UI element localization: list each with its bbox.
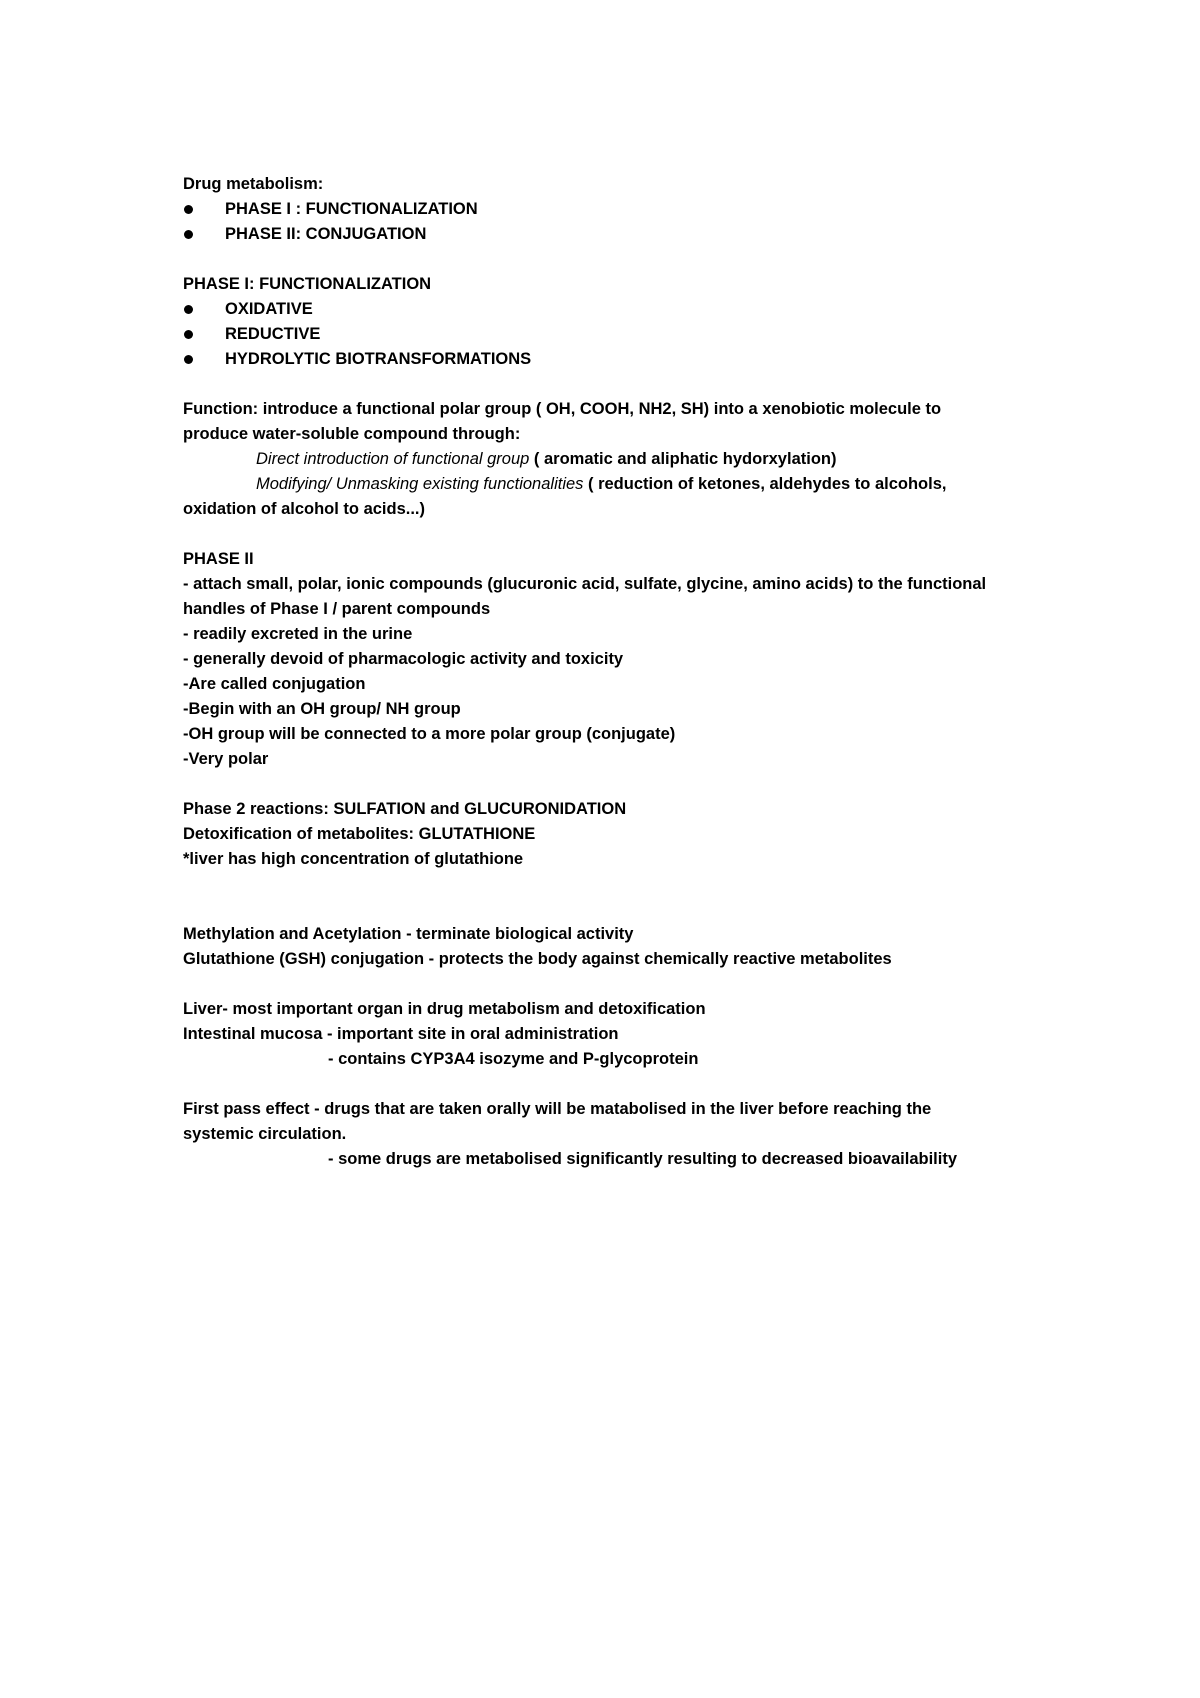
subitem-italic: Modifying/ Unmasking existing functionalities [256, 475, 584, 493]
first-pass-line: systemic circulation. [183, 1125, 347, 1143]
list-item: HYDROLYTIC BIOTRANSFORMATIONS [183, 347, 1063, 372]
phase1-title: PHASE I: FUNCTIONALIZATION [183, 275, 432, 293]
list-item: OXIDATIVE [183, 297, 1063, 322]
subitem-text: ( reduction of ketones, aldehydes to alcohols, [583, 475, 947, 493]
reactions-line: Detoxification of metabolites: GLUTATHIONE [183, 825, 536, 843]
phase2-title: PHASE II [183, 550, 254, 568]
list-item: PHASE II: CONJUGATION [183, 222, 1063, 247]
liver-line: Liver- most important organ in drug metabolism and detoxification [183, 1000, 706, 1018]
list-item: REDUCTIVE [183, 322, 1063, 347]
methylation-line: Methylation and Acetylation - terminate biological activity [183, 925, 634, 943]
liver-line: Intestinal mucosa - important site in oral administration [183, 1025, 619, 1043]
function-line: oxidation of alcohol to acids...) [183, 500, 426, 518]
phase2-line: - readily excreted in the urine [183, 625, 413, 643]
function-subitem [183, 472, 1063, 497]
drug-metabolism-title: Drug metabolism: [183, 175, 324, 193]
reactions-line: *liver has high concentration of glutathione [183, 850, 524, 868]
function-subitem [183, 447, 1063, 472]
methylation-line: Glutathione (GSH) conjugation - protects the body against chemically reactive metabolites [183, 950, 892, 968]
phase2-line: - attach small, polar, ionic compounds (glucuronic acid, sulfate, glycine, amino acids) to the functional [183, 575, 987, 593]
phase2-line: handles of Phase I / parent compounds [183, 600, 491, 618]
phase2-line: - generally devoid of pharmacologic activity and toxicity [183, 650, 624, 668]
phase2-line: -Are called conjugation [183, 675, 366, 693]
list-item: PHASE I : FUNCTIONALIZATION [183, 197, 1063, 222]
first-pass-line: - some drugs are metabolised significantly resulting to decreased bioavailability [328, 1150, 958, 1168]
first-pass-line: First pass effect - drugs that are taken orally will be matabolised in the liver before reaching the [183, 1100, 932, 1118]
subitem-text: ( aromatic and aliphatic hydorxylation) [529, 450, 837, 468]
phase2-line: -Begin with an OH group/ NH group [183, 700, 461, 718]
reactions-line: Phase 2 reactions: SULFATION and GLUCURONIDATION [183, 800, 627, 818]
subitem-italic: Direct introduction of functional group [256, 450, 530, 468]
phase2-line: -OH group will be connected to a more polar group (conjugate) [183, 725, 676, 743]
phase2-line: -Very polar [183, 750, 269, 768]
liver-line: - contains CYP3A4 isozyme and P-glycoprotein [328, 1050, 699, 1068]
function-line: Function: introduce a functional polar group ( OH, COOH, NH2, SH) into a xenobiotic molecule to [183, 400, 942, 418]
document-body [183, 172, 1063, 1172]
function-line: produce water-soluble compound through: [183, 425, 521, 443]
